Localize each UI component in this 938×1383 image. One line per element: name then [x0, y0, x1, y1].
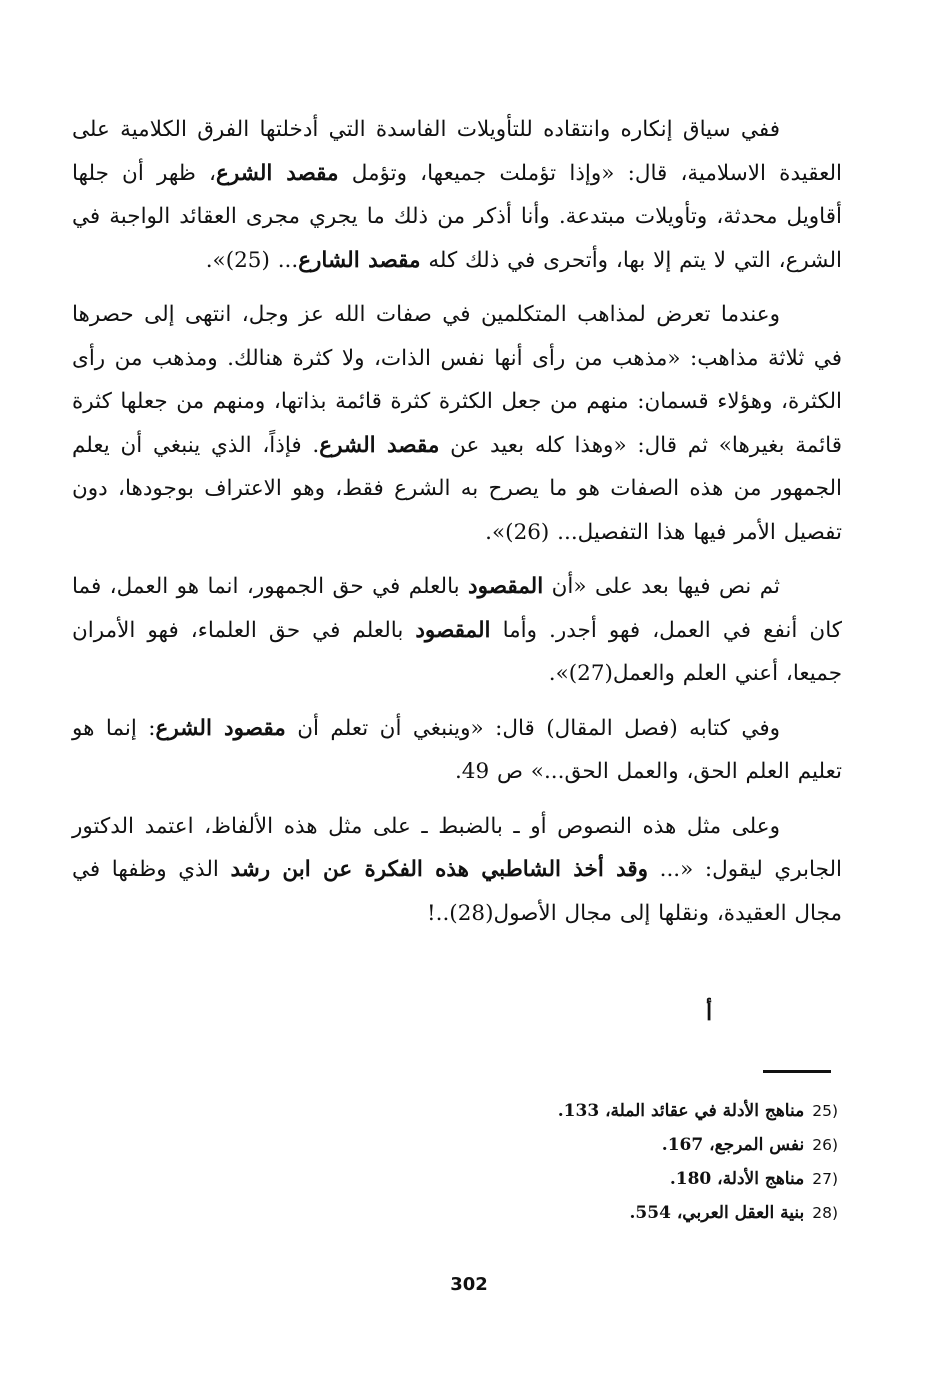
page-number: 302	[450, 1274, 488, 1295]
paragraph-5-text: الذي وظفها في مجال العقيدة، ونقلها إلى مجال الأصول(28)..!	[72, 857, 842, 926]
footnote-text: مناهج الأدلة، 180.	[669, 1169, 805, 1189]
stray-mark: أ	[706, 1000, 713, 1026]
footnote-text: نفس المرجع، 167.	[661, 1135, 805, 1155]
bold-term: المقصود	[468, 574, 544, 599]
paragraph-5	[72, 805, 842, 936]
footnote-26	[318, 1128, 838, 1162]
paragraph-3-text: ثم نص فيها بعد على «أن	[543, 574, 780, 599]
footnote-number: 25)	[812, 1102, 838, 1120]
footnote-28	[318, 1196, 838, 1230]
paragraph-3-text: بالعلم في حق الجمهور، انما هو العمل، فما كان أنفع في العمل، فهو أجدر. وأما	[72, 574, 842, 643]
bold-term: مقصد الشرع	[319, 432, 440, 458]
bold-term: مقصد الشرع	[216, 160, 339, 186]
body-text	[72, 108, 842, 946]
paragraph-1-text: ففي سياق إنكاره وانتقاده للتأويلات الفاسدة التي أدخلتها الفرق الكلامية على العقيدة الاسلامية، قال: «وإذا تؤملت جميعها، وتؤمل	[72, 117, 842, 186]
footnote-text: مناهج الأدلة في عقائد الملة، 133.	[557, 1101, 805, 1121]
footnote-25	[318, 1094, 838, 1128]
footnotes	[318, 1094, 838, 1230]
footnote-number: 27)	[812, 1170, 838, 1188]
paragraph-3	[72, 565, 842, 696]
paragraph-4-text: : إنما هو تعليم العلم الحق، والعمل الحق...» ص 49.	[72, 715, 842, 784]
paragraph-4-text: وفي كتابه (فصل المقال) قال: «وينبغي أن تعلم أن	[285, 715, 780, 741]
bold-term: المقصود	[415, 617, 491, 643]
footnote-separator	[763, 1070, 831, 1073]
bold-term: مقصود الشرع	[155, 715, 286, 741]
paragraph-1-text: ، ظهر أن جلها أقاويل محدثة، وتأويلات مبتدعة. وأنا أذكر من ذلك ما يجري مجرى العقائد الواجبة في الشرع، التي لا يتم إلا بها، وأتحرى في ذلك كله	[72, 160, 842, 273]
paragraph-3-text: بالعلم في حق العلماء، فهو الأمران جميعا، أعني العلم والعمل(27)».	[72, 617, 842, 686]
paragraph-2-text: وعندما تعرض لمذاهب المتكلمين في صفات الله عز وجل، انتهى إلى حصرها في ثلاثة مذاهب: «مذهب من رأى أنها نفس الذات، ولا كثرة هنالك. ومذهب من رأى الكثرة، وهؤلاء قسمان: منهم من جعل الكثرة كثرة قائمة بذاتها، ومنهم من جعلها كثرة قائمة بغيرها» ثم قال: «وهذا كله بعيد عن	[72, 302, 843, 458]
footnote-text: بنية العقل العربي، 554.	[629, 1203, 805, 1223]
paragraph-1	[72, 108, 842, 282]
paragraph-2	[72, 293, 842, 554]
paragraph-4	[72, 707, 842, 794]
paragraph-1-text: ... (25)».	[205, 247, 299, 273]
footnote-27	[318, 1162, 838, 1196]
paragraph-5-text: وعلى مثل هذه النصوص أو ـ بالضبط ـ على مثل هذه الألفاظ، اعتمد الدكتور الجابري ليقول: «...	[72, 813, 842, 882]
bold-term: وقد أخذ الشاطبي هذه الفكرة عن ابن رشد	[230, 857, 649, 882]
footnote-number: 28)	[812, 1204, 838, 1222]
paragraph-2-text: . فإذاً، الذي ينبغي أن يعلم الجمهور من هذه الصفات هو ما يصرح به الشرع فقط، وهو الاعتراف بوجودها، دون تفصيل الأمر فيها هذا التفصيل... (26)».	[72, 432, 842, 545]
bold-term: مقصد الشارع	[298, 247, 421, 273]
footnote-number: 26)	[812, 1136, 838, 1154]
